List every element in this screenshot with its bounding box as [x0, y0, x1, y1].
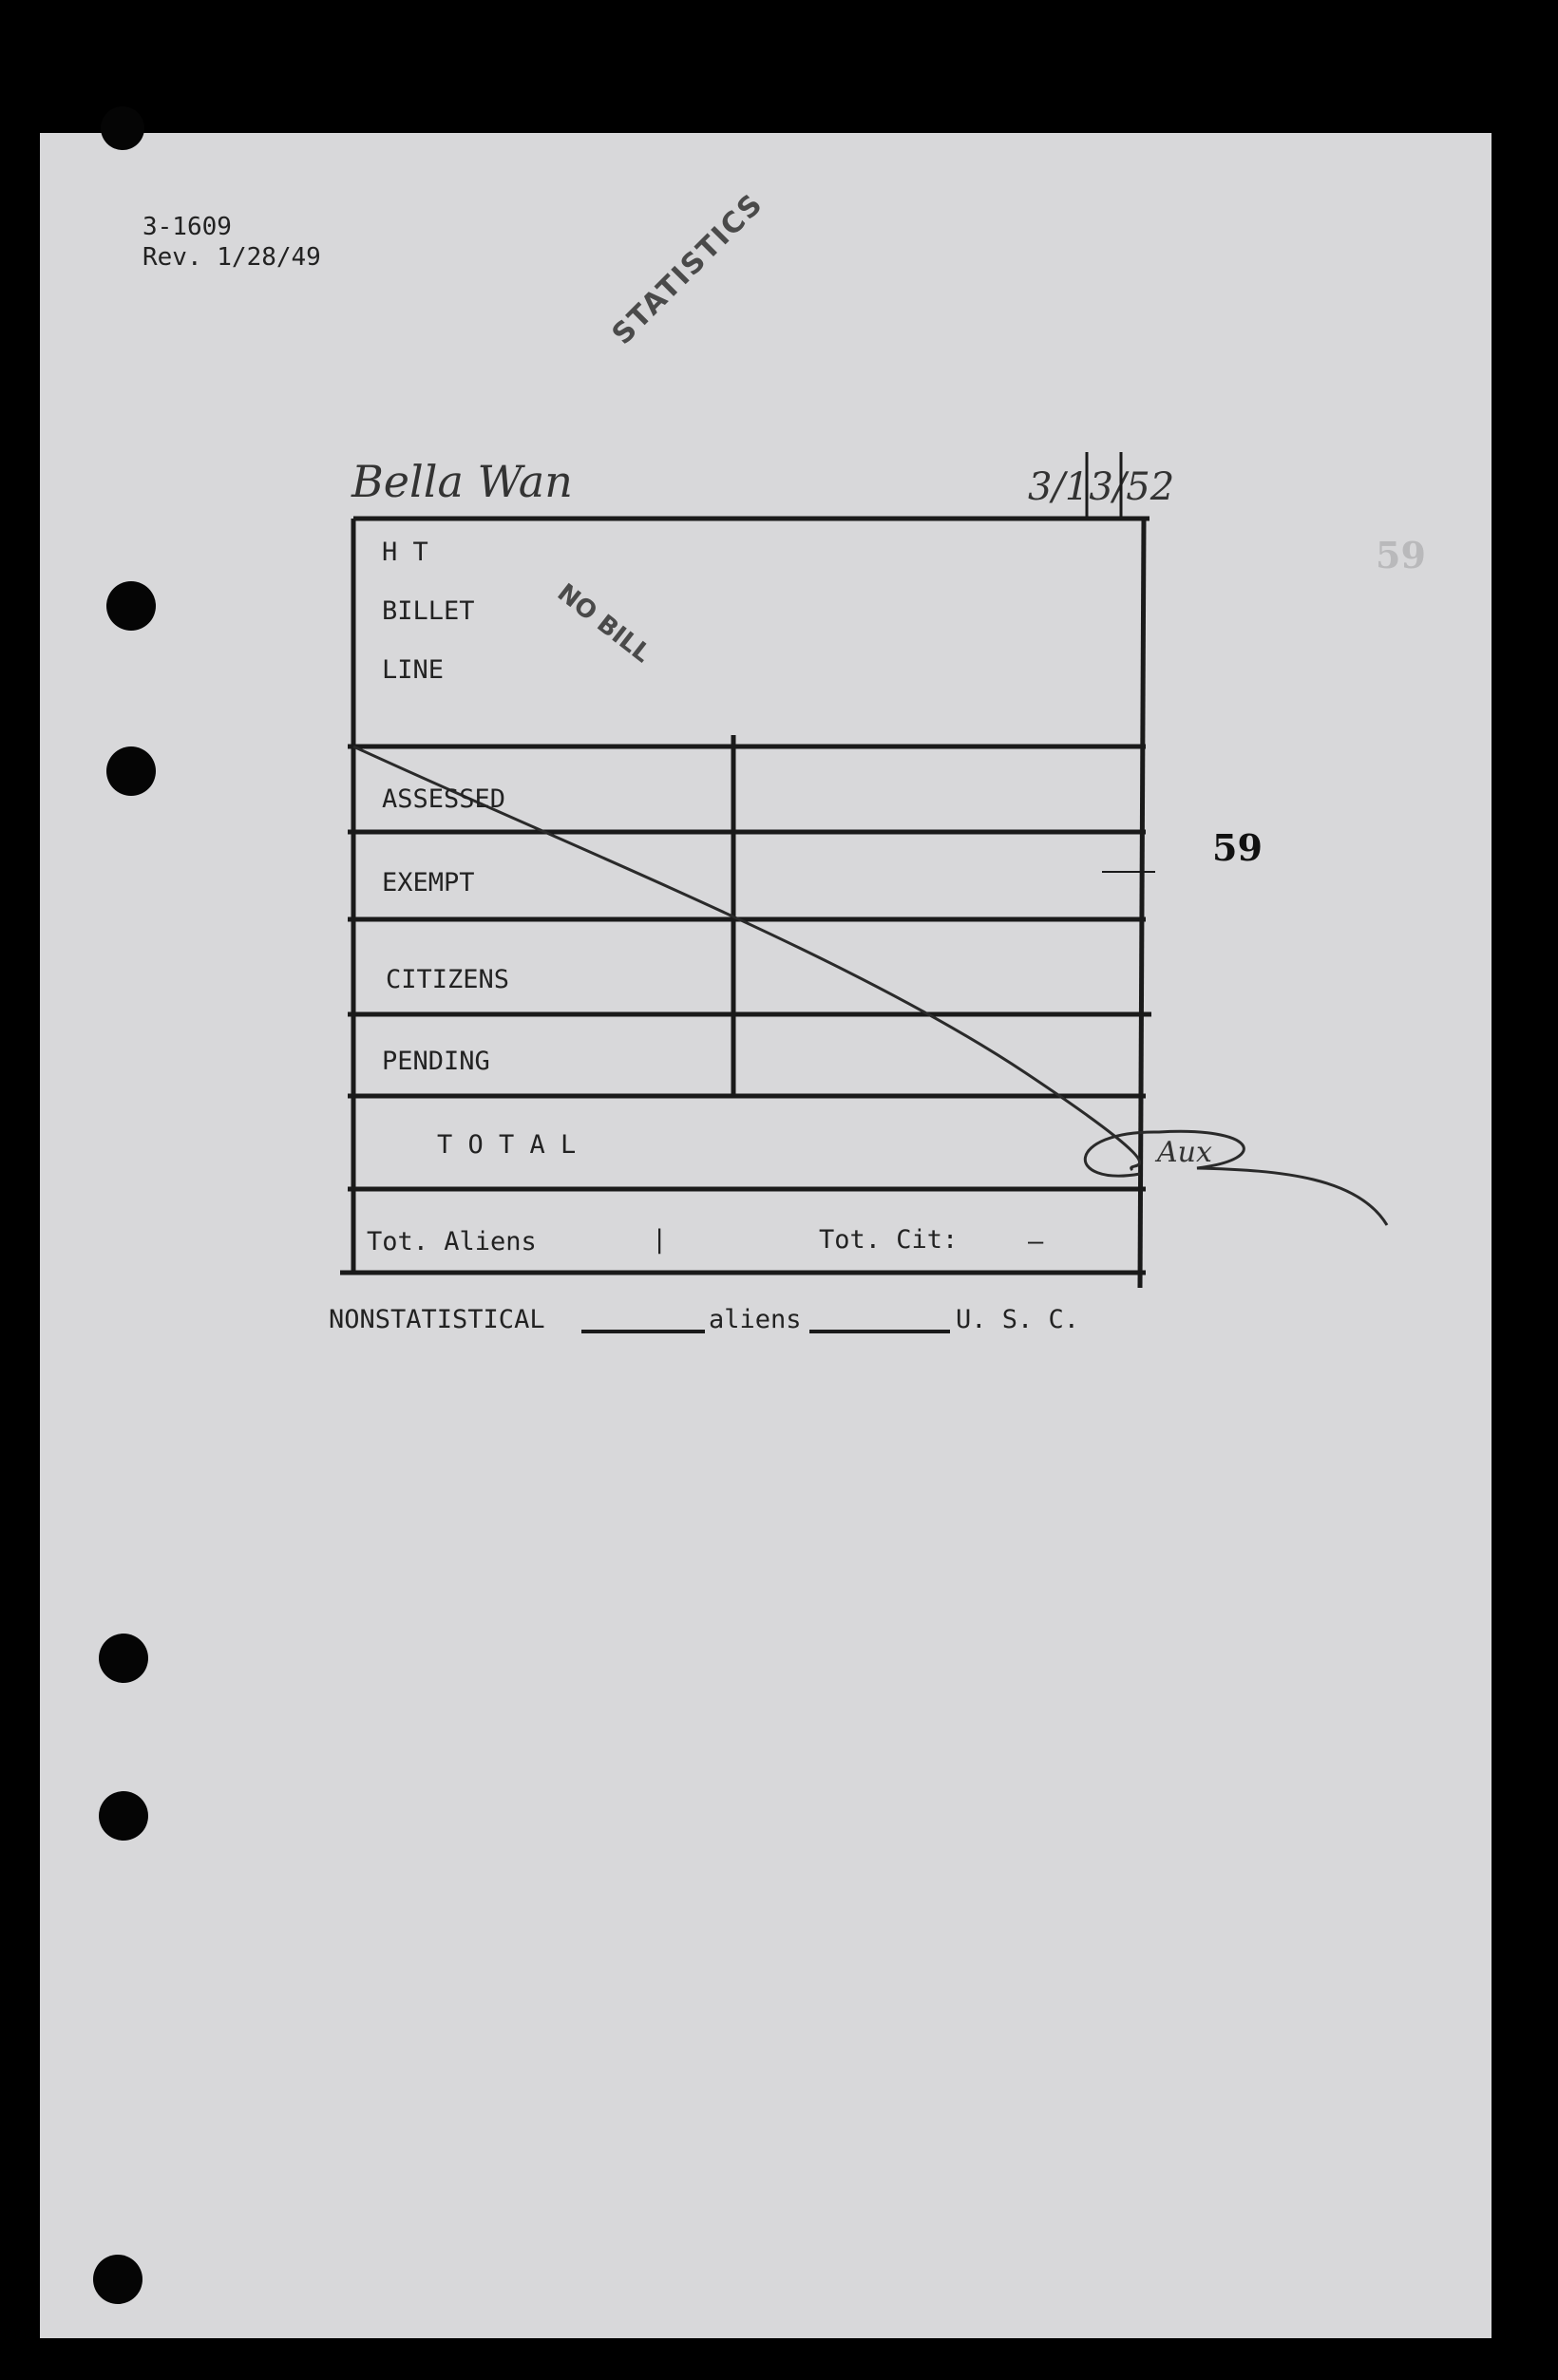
header-line-line: LINE — [382, 655, 445, 685]
statistics-stamp: STATISTICS — [605, 186, 770, 351]
row-label-pending: PENDING — [382, 1047, 490, 1076]
no-bill-stamp: NO BILL — [551, 578, 656, 669]
footer-aliens: aliens — [709, 1305, 802, 1334]
handwritten-date: 3/13/52 — [1028, 465, 1175, 509]
tot-aliens-label: Tot. Aliens — [367, 1227, 537, 1256]
tot-aliens-value: | — [652, 1225, 668, 1255]
header-line-billet: BILLET — [382, 596, 475, 626]
handwritten-name: Bella Wan — [352, 456, 573, 507]
row-label-citizens: CITIZENS — [386, 965, 510, 994]
form-number: 3-1609 — [142, 213, 232, 241]
handwritten-initials: Aux — [1157, 1136, 1212, 1169]
footer-usc: U. S. C. — [956, 1305, 1080, 1334]
row-label-exempt: EXEMPT — [382, 868, 475, 897]
header-line-ht: H T — [382, 538, 428, 567]
footer-nonstatistical: NONSTATISTICAL — [329, 1305, 545, 1334]
margin-number-middle: 59 — [1212, 826, 1263, 869]
margin-number-top: 59 — [1376, 534, 1426, 576]
tot-cit-value: — — [1028, 1227, 1044, 1256]
tot-cit-label: Tot. Cit: — [819, 1225, 959, 1255]
total-label: T O T A L — [437, 1130, 577, 1160]
form-revision: Rev. 1/28/49 — [142, 243, 321, 272]
row-label-assessed: ASSESSED — [382, 784, 506, 814]
